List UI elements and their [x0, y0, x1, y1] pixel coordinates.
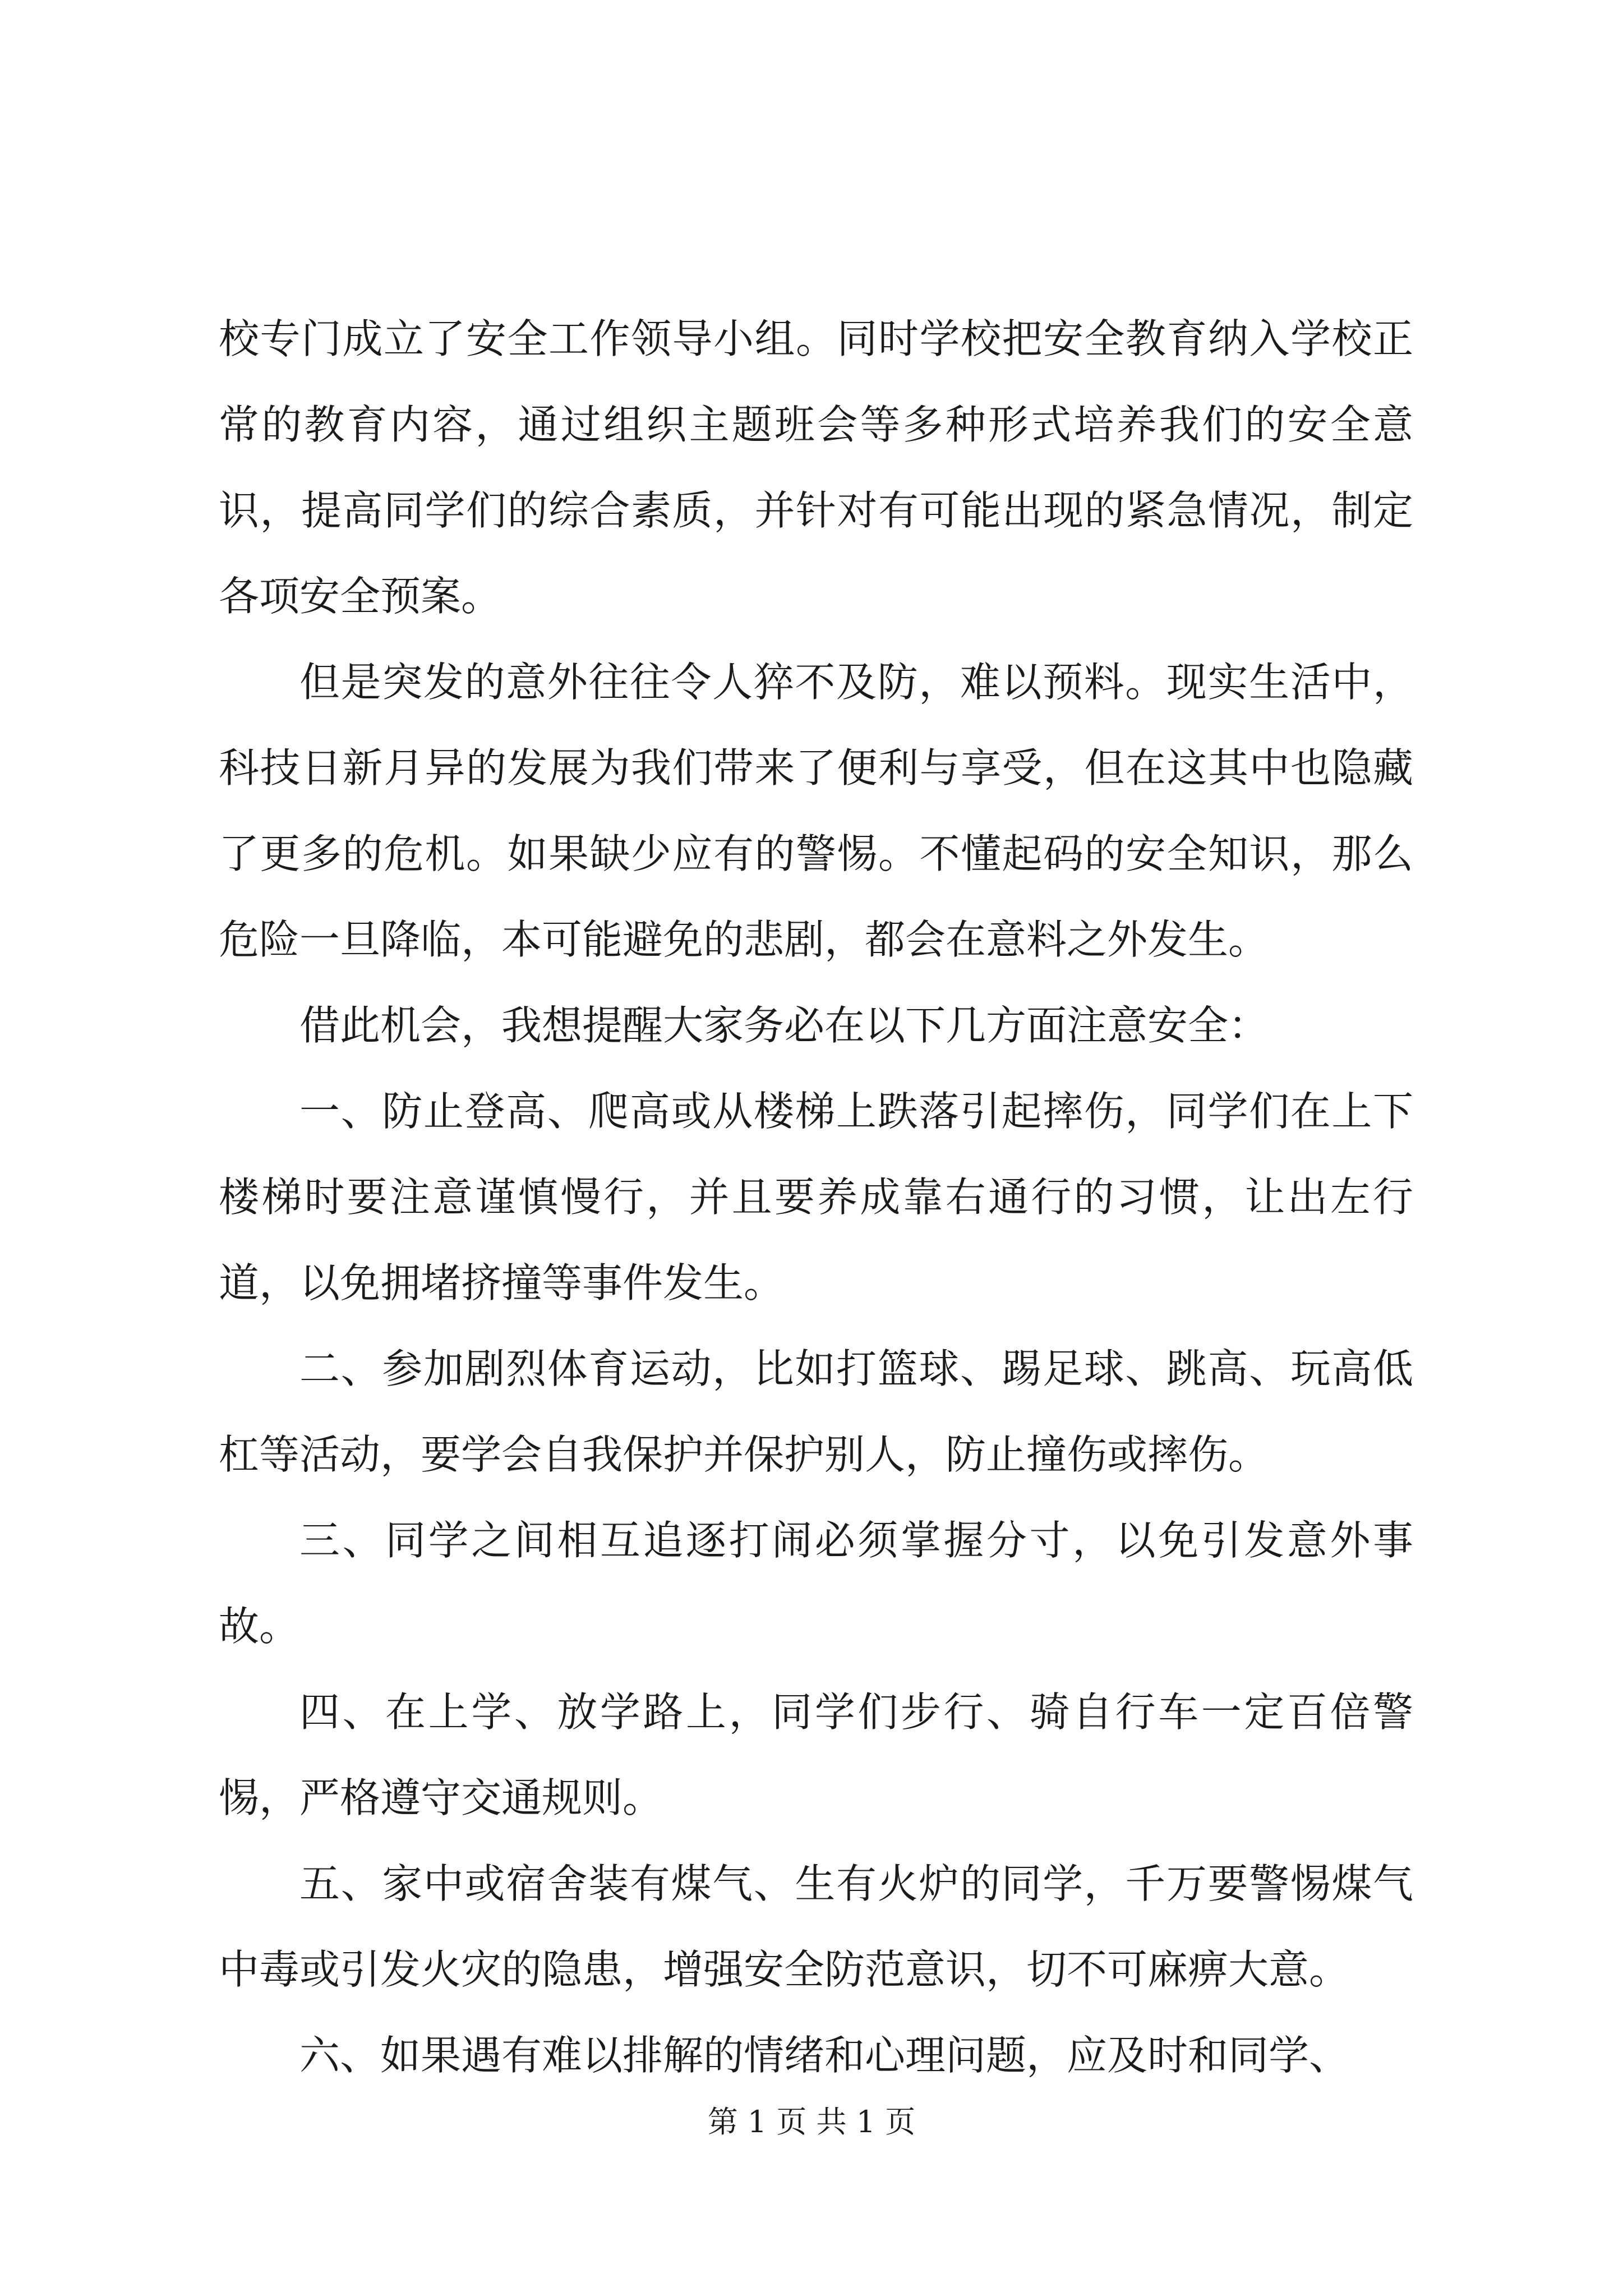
list-item-4-traffic: 四、在上学、放学路上，同学们步行、骑自行车一定百倍警惕，严格遵守交通规则。	[219, 1688, 1413, 1821]
page-footer: 第 1 页 共 1 页	[707, 2104, 916, 2139]
list-item-1-stairs: 一、防止登高、爬高或从楼梯上跌落引起摔伤，同学们在上下楼梯时要注意谨慎慢行，并且要养成靠右通行的习惯，让出左行道，以免拥堵挤撞等事件发生。	[219, 1088, 1413, 1306]
paragraph-unexpected-dangers: 但是突发的意外往往令人猝不及防，难以预料。现实生活中，科技日新月异的发展为我们带来了便利与享受，但在这其中也隐藏了更多的危机。如果缺少应有的警惕。不懂起码的安全知识，那么危险一旦降临，本可能避免的悲剧，都会在意料之外发生。	[219, 659, 1413, 963]
list-item-2-sports: 二、参加剧烈体育运动，比如打篮球、踢足球、跳高、玩高低杠等活动，要学会自我保护并保护别人，防止撞伤或摔伤。	[219, 1345, 1413, 1478]
list-item-6-emotions: 六、如果遇有难以排解的情绪和心理问题，应及时和同学、	[299, 2032, 1350, 2079]
list-item-5-gas-fire: 五、家中或宿舍装有煤气、生有火炉的同学，千万要警惕煤气中毒或引发火灾的隐患，增强安全防范意识，切不可麻痹大意。	[219, 1860, 1413, 1993]
paragraph-reminder-intro: 借此机会，我想提醒大家务必在以下几方面注意安全：	[299, 1002, 1269, 1049]
paragraph-continuation: 校专门成立了安全工作领导小组。同时学校把安全教育纳入学校正常的教育内容，通过组织主题班会等多种形式培养我们的安全意识，提高同学们的综合素质，并针对有可能出现的紧急情况，制定各项安全预案。	[219, 315, 1413, 620]
list-item-3-horseplay: 三、同学之间相互追逐打闹必须掌握分寸，以免引发意外事故。	[219, 1517, 1413, 1650]
document-body	[219, 296, 1413, 2099]
